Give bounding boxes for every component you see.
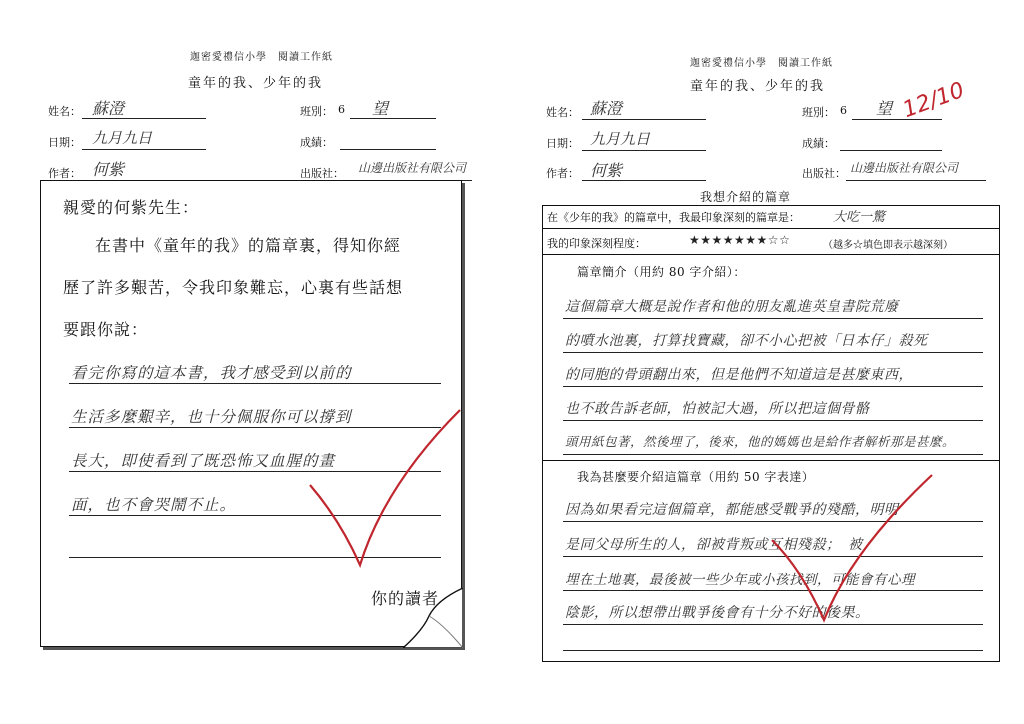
publisher-label: 出版社：	[802, 167, 846, 180]
summary-line: 的同胞的骨頭翻出來，但是他們不知道這是甚麼東西，	[565, 367, 913, 383]
class-label: 班別：	[802, 106, 835, 119]
red-check-mark-icon	[762, 470, 942, 640]
letter-printed-line: 歷了許多艱苦，令我印象難忘，心裏有些話想	[63, 278, 404, 297]
name-label: 姓名：	[48, 105, 81, 118]
class-label: 班別：	[300, 105, 333, 118]
author-label: 作者：	[48, 167, 81, 180]
summary-line: 的噴水池裏，打算找寶藏，卻不小心把被「日本仔」殺死	[565, 333, 928, 349]
impression-label: 我的印象深刻程度：	[547, 237, 646, 250]
summary-line: 也不敢告訴老師，怕被記大過，所以把這個骨骼	[565, 401, 870, 417]
worksheet-title: 童年的我、少年的我	[690, 79, 826, 94]
impression-hint: （越多☆填色即表示越深刻）	[823, 240, 953, 251]
publisher-label: 出版社：	[300, 167, 344, 180]
letter-printed-line: 在書中《童年的我》的篇章裏，得知你經	[95, 236, 402, 255]
reason-line: 是同父母所生的人，卻被背叛或互相殘殺； 被	[565, 537, 863, 553]
author-value: 何紫	[590, 161, 623, 180]
section-title: 我想介紹的篇章	[700, 190, 792, 204]
favorite-answer: 大吃一驚	[833, 210, 886, 225]
grade-mark: 12/10	[899, 77, 968, 124]
letter-handwritten-line: 長大，即使看到了既恐怖又血腥的畫	[71, 452, 336, 470]
letter-closing: 你的讀者	[371, 589, 440, 608]
worksheet-title: 童年的我、少年的我	[188, 76, 324, 91]
date-value: 九月九日	[92, 129, 153, 147]
page-curl-icon	[403, 588, 463, 648]
letter-handwritten-line: 生活多麼艱辛，也十分佩服你可以撐到	[71, 408, 352, 426]
grade-label: 成績：	[802, 137, 835, 150]
letter-printed-line: 要跟你說：	[63, 320, 149, 339]
date-label: 日期：	[48, 136, 81, 149]
reason-line: 因為如果看完這個篇章，都能感受戰爭的殘酷，明明	[565, 502, 899, 518]
author-value: 何紫	[92, 160, 125, 179]
publisher-value: 山邊出版社有限公司	[358, 161, 467, 175]
class-handwritten: 望	[372, 99, 389, 118]
school-header: 迦密愛禮信小學 閱讀工作紙	[190, 52, 333, 63]
name-label: 姓名：	[546, 106, 579, 119]
publisher-value: 山邊出版社有限公司	[850, 161, 959, 175]
date-value: 九月九日	[590, 130, 651, 148]
impression-stars: ★★★★★★★☆☆	[689, 233, 791, 247]
favorite-prompt: 在《少年的我》的篇章中，我最印象深刻的篇章是：	[547, 211, 800, 224]
date-label: 日期：	[546, 137, 579, 150]
class-number: 6	[840, 104, 847, 117]
red-check-mark-icon	[300, 405, 470, 580]
letter-greeting: 親愛的何紫先生：	[63, 198, 200, 217]
summary-title: 篇章簡介（用約 80 字介紹）：	[577, 265, 746, 279]
author-label: 作者：	[546, 167, 579, 180]
name-value: 蘇澄	[92, 99, 125, 118]
summary-line: 這個篇章大概是說作者和他的朋友亂進英皇書院荒廢	[565, 299, 899, 315]
summary-line: 頭用紙包著，然後埋了，後來，他的媽媽也是給作者解析那是甚麼。	[565, 434, 956, 449]
grade-label: 成績：	[300, 136, 333, 149]
letter-handwritten-line: 看完你寫的這本書，我才感受到以前的	[71, 364, 352, 382]
reason-line: 陰影，所以想帶出戰爭後會有十分不好的後果。	[565, 605, 870, 621]
letter-handwritten-line: 面，也不會哭鬧不止。	[71, 496, 237, 514]
worksheet-right	[512, 0, 1024, 724]
class-handwritten: 望	[876, 99, 893, 118]
name-value: 蘇澄	[590, 99, 623, 118]
school-header: 迦密愛禮信小學 閱讀工作紙	[690, 58, 833, 69]
class-number: 6	[338, 103, 345, 116]
reason-title: 我為甚麼要介紹這篇章（用約 50 字表達）	[577, 470, 815, 484]
reason-line: 埋在土地裏，最後被一些少年或小孩找到，可能會有心理	[565, 572, 915, 588]
